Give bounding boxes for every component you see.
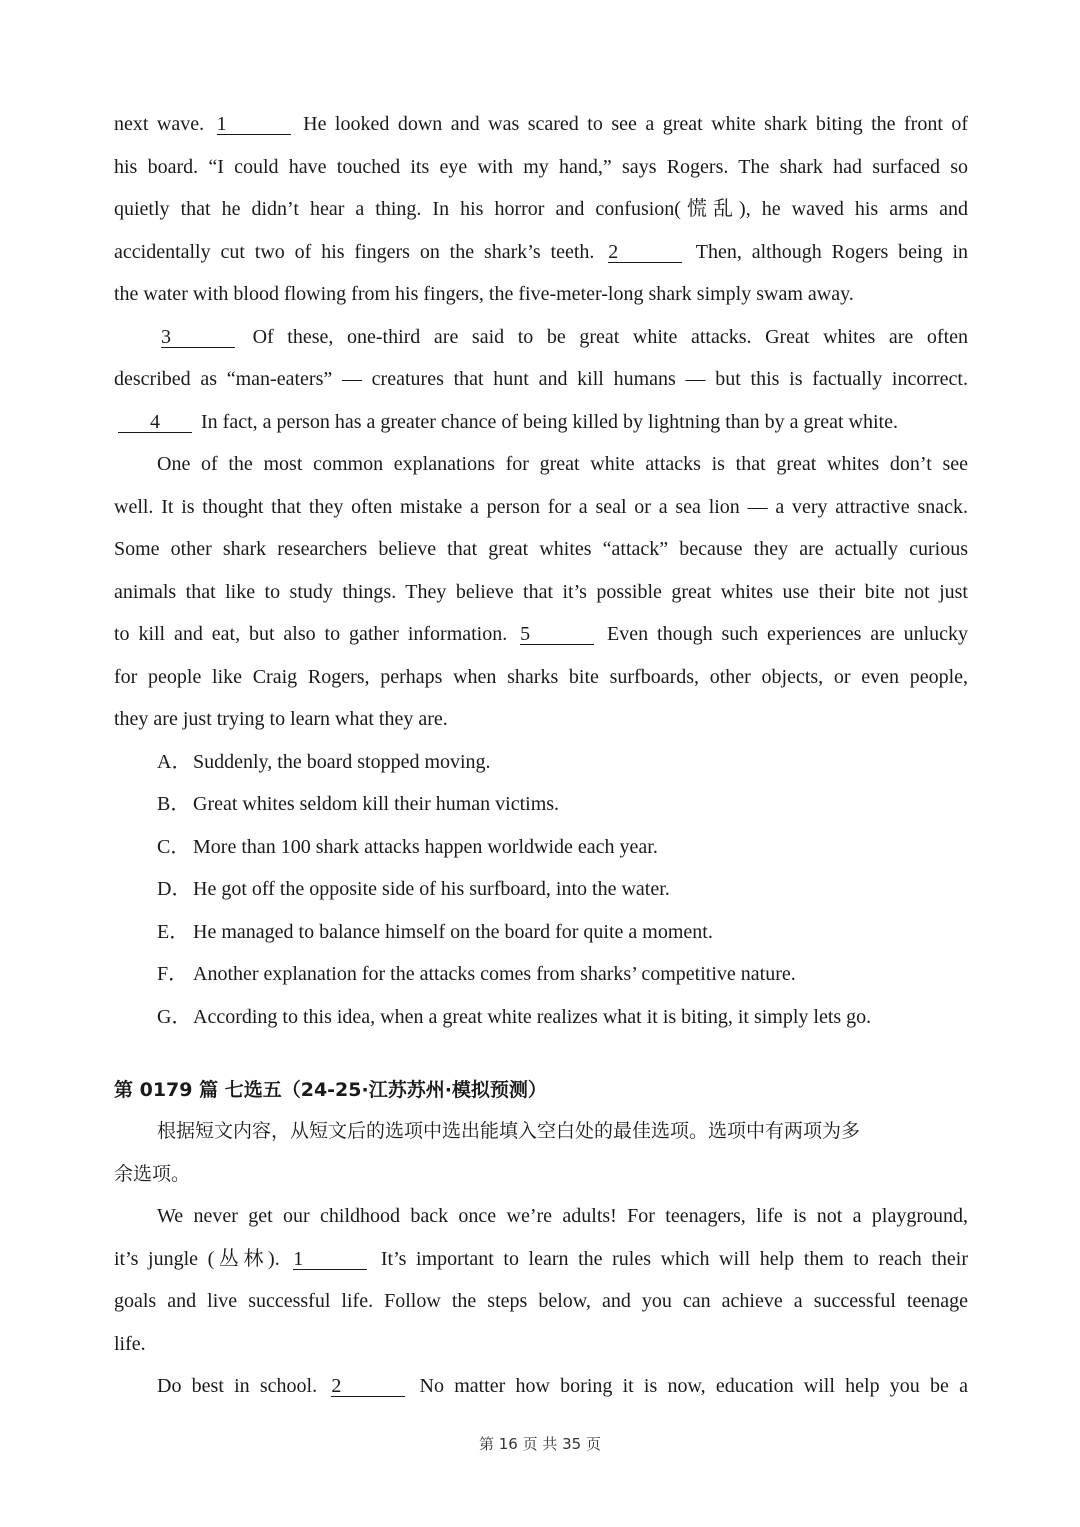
blank-1-section2[interactable]: 1: [293, 1249, 367, 1270]
passage-line: Some other shark researchers believe that great whites “attack” because they are actually curious: [114, 538, 968, 560]
option-c[interactable]: C． More than 100 shark attacks happen worldwide each year.: [157, 835, 658, 858]
passage-line: well. It is thought that they often mistake a person for a seal or a sea lion — a very attractive snack.: [114, 495, 968, 518]
blank-2-section2[interactable]: 2: [331, 1376, 405, 1397]
passage-line: quietly that he didn’t hear a thing. In his horror and confusion(慌乱), he waved his arms and: [114, 198, 968, 220]
passage-line: for people like Craig Rogers, perhaps when sharks bite surfboards, other objects, or even people,: [114, 665, 968, 688]
passage-line: his board. “I could have touched its eye with my hand,” says Rogers. The shark had surfaced so: [114, 155, 968, 178]
blank-3[interactable]: 3: [161, 327, 235, 348]
passage-line: animals that like to study things. They believe that it’s possible great whites use their bite not just: [114, 580, 968, 603]
passage-line: accidentally cut two of his fingers on the shark’s teeth. 2 Then, although Rogers being in: [114, 240, 968, 263]
passage-line: next wave. 1 He looked down and was scared to see a great white shark biting the front of: [114, 113, 968, 135]
passage-line: 3 Of these, one-third are said to be great white attacks. Great whites are often: [161, 325, 968, 348]
instructions-line: 根据短文内容，从短文后的选项中选出能填入空白处的最佳选项。选项中有两项为多: [157, 1120, 861, 1142]
passage-line: We never get our childhood back once we’re adults! For teenagers, life is not a playground,: [157, 1205, 968, 1227]
page-footer: 第 16 页 共 35 页: [478, 1435, 601, 1453]
passage-line: to kill and eat, but also to gather information. 5 Even though such experiences are unlucky: [114, 623, 968, 645]
option-a[interactable]: A．Suddenly, the board stopped moving.: [157, 750, 491, 773]
passage-line: it’s jungle (丛林). 1 It’s important to learn the rules which will help them to reach their: [114, 1247, 968, 1270]
passage-line: One of the most common explanations for great white attacks is that great whites don’t see: [157, 453, 968, 475]
passage-line: the water with blood flowing from his fingers, the five-meter-long shark simply swam away.: [114, 283, 854, 305]
passage-line: they are just trying to learn what they are.: [114, 708, 448, 730]
blank-5[interactable]: 5: [520, 624, 594, 645]
option-f[interactable]: F． Another explanation for the attacks comes from sharks’ competitive nature.: [157, 963, 796, 985]
passage-line: Do best in school. 2 No matter how boring it is now, education will help you be a: [157, 1375, 968, 1397]
blank-4[interactable]: 4: [118, 412, 192, 433]
blank-2[interactable]: 2: [608, 242, 682, 263]
option-b[interactable]: B． Great whites seldom kill their human victims.: [157, 793, 560, 815]
section-gap: [114, 1038, 968, 1070]
passage-line: described as “man-eaters” — creatures that hunt and kill humans — but this is factually incorrect.: [114, 368, 968, 390]
blank-1[interactable]: 1: [217, 114, 291, 135]
option-g[interactable]: G．According to this idea, when a great white realizes what it is biting, it simply lets go.: [157, 1005, 872, 1028]
section-heading: 第 0179 篇 七选五（24-25·江苏苏州·模拟预测）: [114, 1079, 547, 1101]
passage-line: life.: [114, 1332, 146, 1355]
option-e[interactable]: E． He managed to balance himself on the board for quite a moment.: [157, 920, 713, 943]
option-d[interactable]: D．He got off the opposite side of his surfboard, into the water.: [157, 878, 670, 900]
instructions-line: 余选项。: [114, 1162, 191, 1185]
passage-line: 4 In fact, a person has a greater chance of being killed by lightning than by a great white.: [114, 401, 968, 444]
passage-line: goals and live successful life. Follow the steps below, and you can achieve a successful teenage: [114, 1290, 968, 1312]
document-page: [114, 103, 968, 1408]
